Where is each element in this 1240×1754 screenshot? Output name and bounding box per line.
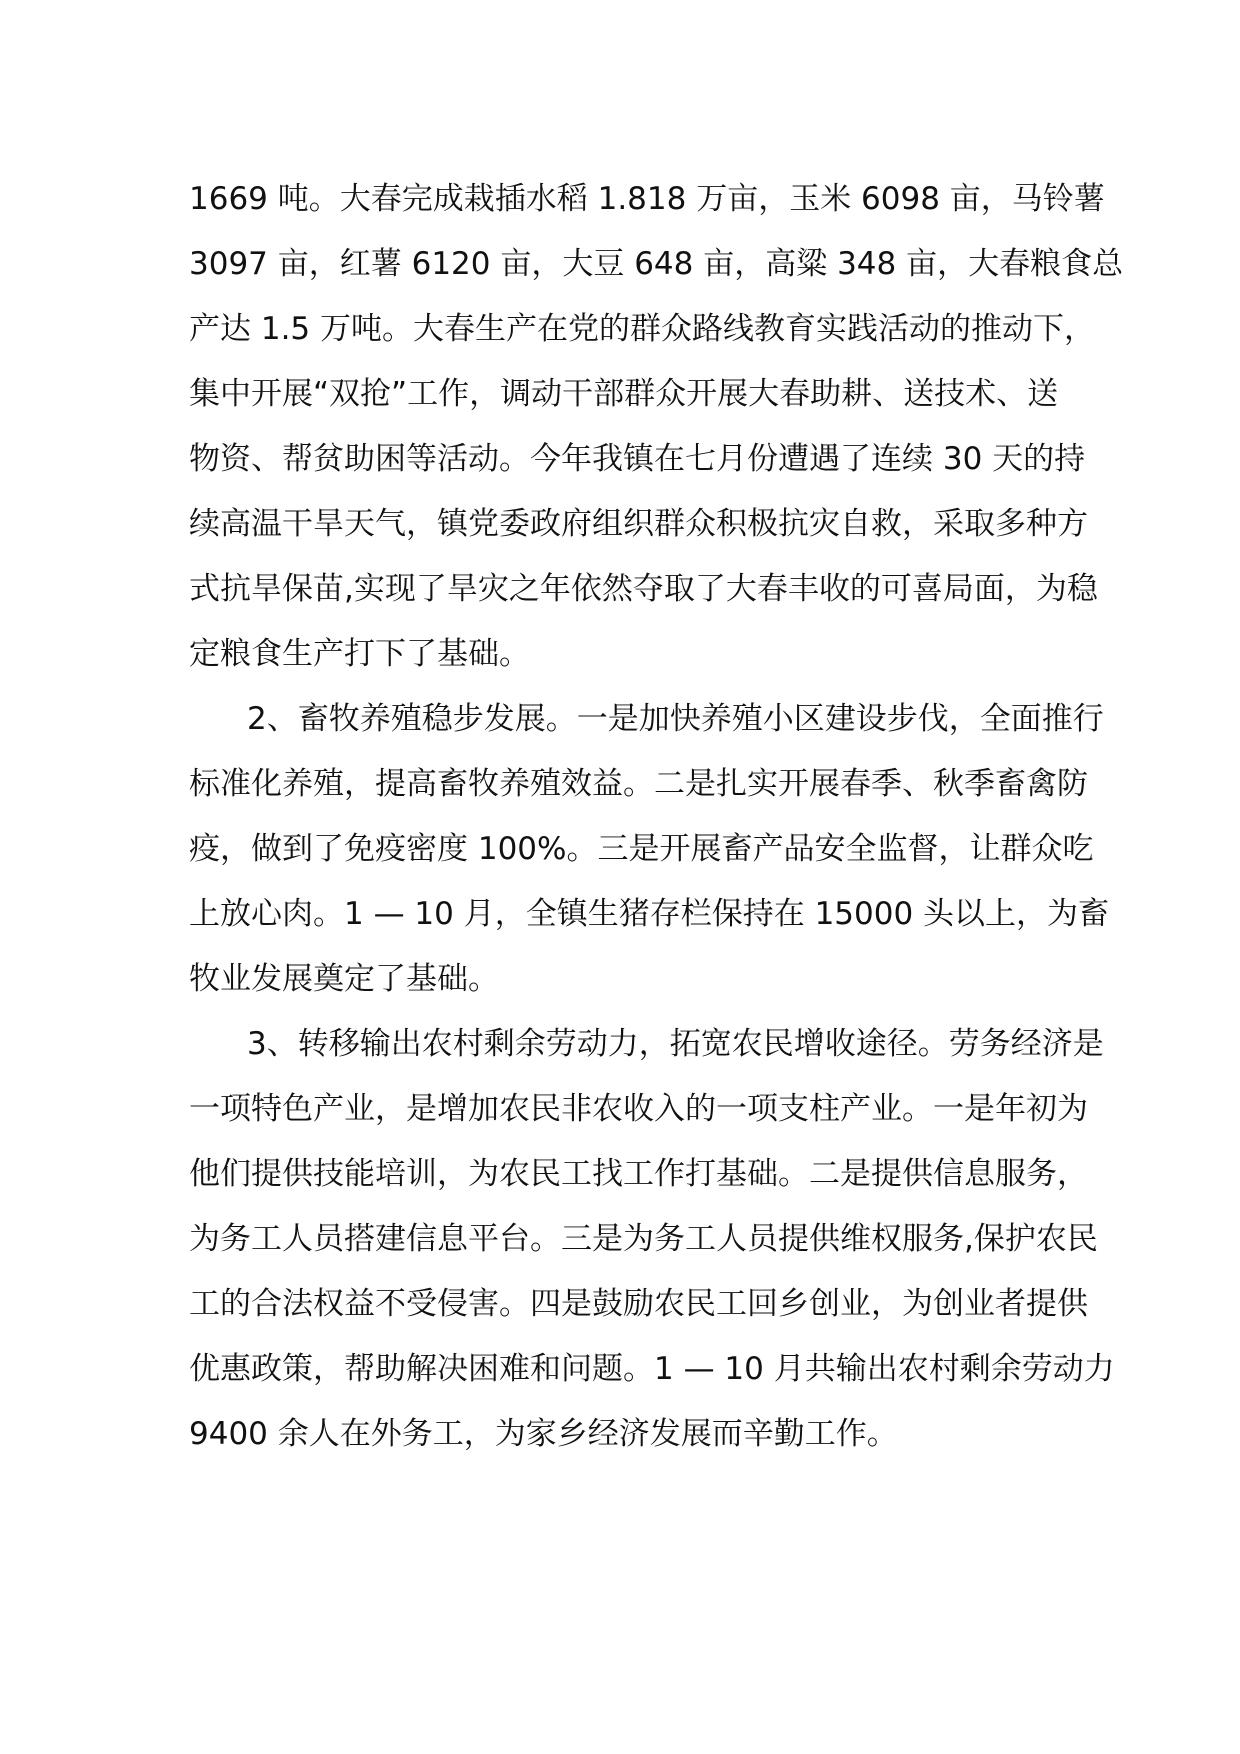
text-line: 产达 1.5 万吨。大春生产在党的群众路线教育实践活动的推动下， <box>189 311 1096 347</box>
text-line: 优惠政策，帮助解决困难和问题。1 — 10 月共输出农村剩余劳动力 <box>189 1351 1115 1387</box>
text-line: 标准化养殖，提高畜牧养殖效益。二是扎实开展春季、秋季畜禽防 <box>189 766 1088 802</box>
text-line: 他们提供技能培训，为农民工找工作打基础。二是提供信息服务， <box>189 1156 1088 1192</box>
text-line: 工的合法权益不受侵害。四是鼓励农民工回乡创业，为创业者提供 <box>189 1286 1088 1322</box>
text-line: 3097 亩，红薯 6120 亩，大豆 648 亩，高粱 348 亩，大春粮食总 <box>189 246 1124 282</box>
text-line: 定粮食生产打下了基础。 <box>189 636 530 672</box>
paragraph-start-line: 2、畜牧养殖稳步发展。一是加快养殖小区建设步伐，全面推行 <box>247 701 1104 737</box>
text-line: 疫，做到了免疫密度 100%。三是开展畜产品安全监督，让群众吃 <box>189 831 1094 867</box>
text-line: 牧业发展奠定了基础。 <box>189 961 499 997</box>
document-body <box>189 171 1124 1471</box>
text-line: 续高温干旱天气，镇党委政府组织群众积极抗灾自救，采取多种方 <box>189 506 1088 542</box>
text-line: 为务工人员搭建信息平台。三是为务工人员提供维权服务,保护农民 <box>189 1221 1098 1257</box>
text-line: 式抗旱保苗,实现了旱灾之年依然夺取了大春丰收的可喜局面，为稳 <box>189 571 1098 607</box>
text-line: 一项特色产业，是增加农民非农收入的一项支柱产业。一是年初为 <box>189 1091 1088 1127</box>
paragraph-start-line: 3、转移输出农村剩余劳动力，拓宽农民增收途径。劳务经济是 <box>247 1026 1104 1062</box>
text-line: 上放心肉。1 — 10 月，全镇生猪存栏保持在 15000 头以上，为畜 <box>189 896 1110 932</box>
text-line: 9400 余人在外务工，为家乡经济发展而辛勤工作。 <box>189 1416 898 1452</box>
text-line: 1669 吨。大春完成栽插水稻 1.818 万亩，玉米 6098 亩，马铃薯 <box>189 181 1105 217</box>
text-line: 物资、帮贫助困等活动。今年我镇在七月份遭遇了连续 30 天的持 <box>189 441 1086 477</box>
text-line: 集中开展“双抢”工作，调动干部群众开展大春助耕、送技术、送 <box>189 376 1059 412</box>
